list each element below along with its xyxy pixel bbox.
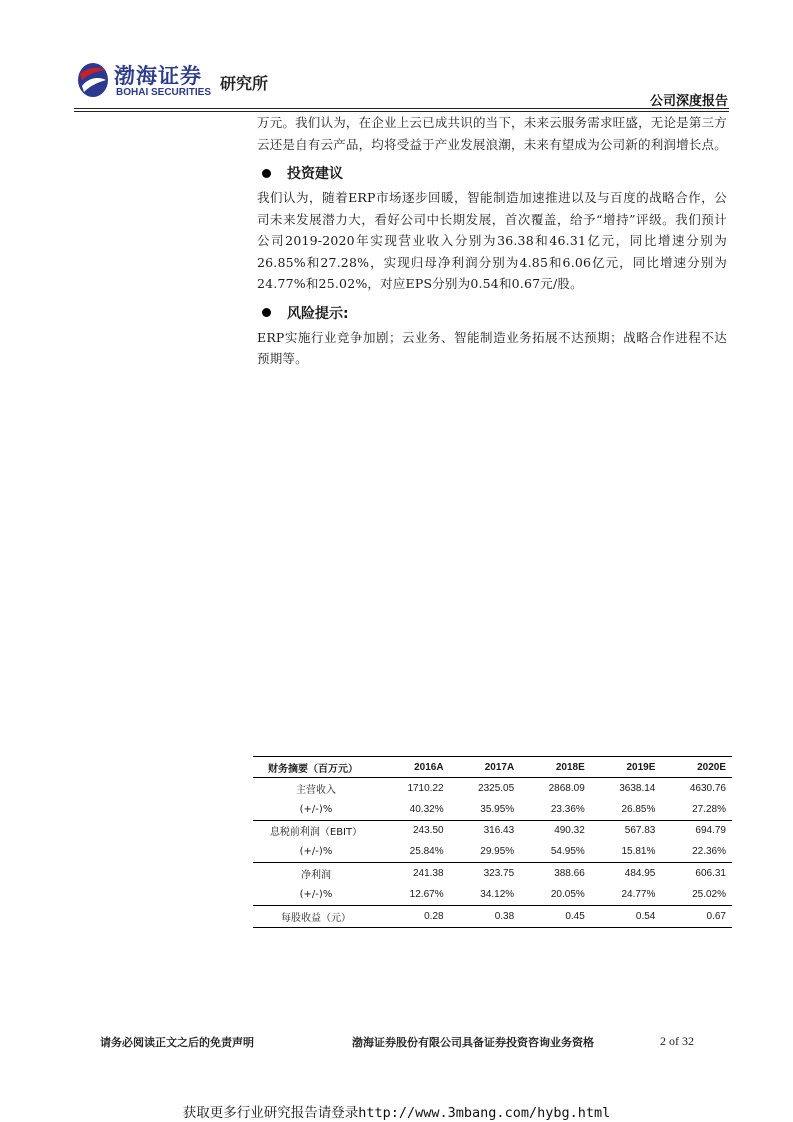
investment-paragraph: 我们认为，随着ERP市场逐步回暖，智能制造加速推进以及与百度的战略合作，公司未来发展潜力大，看好公司中长期发展，首次覆盖，给予“增持”评级。我们预计公司2019-2020年实现营业收入分别为36.38和46.31亿元，同比增速分别为26.85%和27.28%，实现归母净利润分别为4.85和6.06亿元，同比增速分别为24.77%和25.02%，对应EPS分别为0.54和0.67元/股。: [257, 190, 727, 291]
table-cell: 0.28: [379, 905, 450, 927]
table-cell: 388.66: [554, 868, 585, 880]
table-row: [253, 820, 732, 841]
main-content: [257, 112, 727, 370]
table-cell: 3638.14: [619, 782, 656, 794]
table-header-cell: 2017A: [450, 757, 521, 778]
header-divider: [74, 108, 729, 109]
table-cell: 25.02%: [661, 884, 732, 905]
table-header-cell: 财务摘要（百万元）: [253, 757, 379, 778]
table-cell: 12.67%: [379, 884, 450, 905]
table-cell: 243.50: [413, 825, 444, 837]
row-label: (+/-)%: [253, 884, 379, 905]
table-cell: 34.12%: [450, 884, 521, 905]
logo-english-name: BOHAI SECURITIES: [116, 87, 212, 98]
table-cell: 567.83: [624, 825, 656, 837]
table-header-cell: 2020E: [661, 757, 732, 778]
financial-summary-table: [253, 756, 732, 928]
table-cell: 0.38: [450, 905, 521, 927]
table-cell: 22.36%: [661, 841, 732, 862]
section-heading-investment: [257, 161, 727, 185]
company-logo: [76, 56, 226, 102]
row-label: 主营收入: [296, 784, 336, 796]
table-cell: 4630.76: [689, 782, 726, 794]
row-label: 净利润: [301, 870, 331, 882]
table-cell: 484.95: [624, 868, 656, 880]
table-header-cell: 2018E: [520, 757, 591, 778]
table-cell: 40.32%: [379, 799, 450, 820]
table-cell: 0.67: [661, 905, 732, 927]
table-cell: 606.31: [695, 868, 726, 880]
section-title: 风险提示:: [287, 305, 349, 322]
table-row: [253, 863, 732, 884]
table-cell: 25.84%: [379, 841, 450, 862]
row-label: 每股收益（元）: [253, 905, 379, 927]
table-cell: 27.28%: [661, 799, 732, 820]
table-header-row: [253, 757, 732, 778]
table-row: [253, 884, 732, 905]
row-label: (+/-)%: [253, 841, 379, 862]
table-cell: 29.95%: [450, 841, 521, 862]
row-label: (+/-)%: [253, 799, 379, 820]
table-row: [253, 799, 732, 820]
bohai-logo-icon: [76, 60, 110, 100]
table-row: [253, 905, 732, 927]
download-banner: 获取更多行业研究报告请登录http://www.3mbang.com/hybg.html: [182, 1105, 611, 1121]
table-cell: 23.36%: [520, 799, 591, 820]
table-header-cell: 2016A: [379, 757, 450, 778]
table-cell: 24.77%: [591, 884, 662, 905]
table-cell: 694.79: [695, 825, 726, 837]
section-heading-risk: [257, 301, 727, 325]
table-cell: 26.85%: [591, 799, 662, 820]
table-row: [253, 778, 732, 799]
table-cell: 1710.22: [407, 782, 444, 794]
page-number: 2 of 32: [660, 1034, 694, 1048]
table-row: [253, 841, 732, 862]
table-cell: 241.38: [413, 868, 444, 880]
table-cell: 15.81%: [591, 841, 662, 862]
bullet-icon: [262, 308, 271, 317]
table-cell: 54.95%: [520, 841, 591, 862]
intro-paragraph: 万元。我们认为，在企业上云已成共识的当下，未来云服务需求旺盛，无论是第三方云还是自有云产品，均将受益于产业发展浪潮，未来有望成为公司新的利润增长点。: [257, 115, 727, 152]
table-cell: 316.43: [483, 825, 515, 837]
logo-chinese-name: 渤海证券: [114, 64, 202, 88]
risk-paragraph: ERP实施行业竞争加剧；云业务、智能制造业务拓展不达预期；战略合作进程不达预期等。: [257, 329, 727, 366]
row-label: 息税前利润（EBIT）: [269, 827, 363, 839]
footer-disclaimer: 请务必阅读正文之后的免责声明: [100, 1036, 254, 1049]
table-cell: 490.32: [554, 825, 585, 837]
table-cell: 323.75: [483, 868, 515, 880]
table-cell: 0.54: [591, 905, 662, 927]
table-cell: 0.45: [520, 905, 591, 927]
table-cell: 2325.05: [478, 782, 515, 794]
table-cell: 35.95%: [450, 799, 521, 820]
report-type-label: 公司深度报告: [649, 94, 728, 109]
bullet-icon: [262, 169, 271, 178]
table-header-cell: 2019E: [591, 757, 662, 778]
table-cell: 20.05%: [520, 884, 591, 905]
table-cell: 2868.09: [548, 782, 585, 794]
footer-qualification: 渤海证券股份有限公司具备证券投资咨询业务资格: [352, 1036, 594, 1049]
section-title: 投资建议: [287, 166, 343, 182]
research-institute-label: 研究所: [220, 74, 269, 93]
